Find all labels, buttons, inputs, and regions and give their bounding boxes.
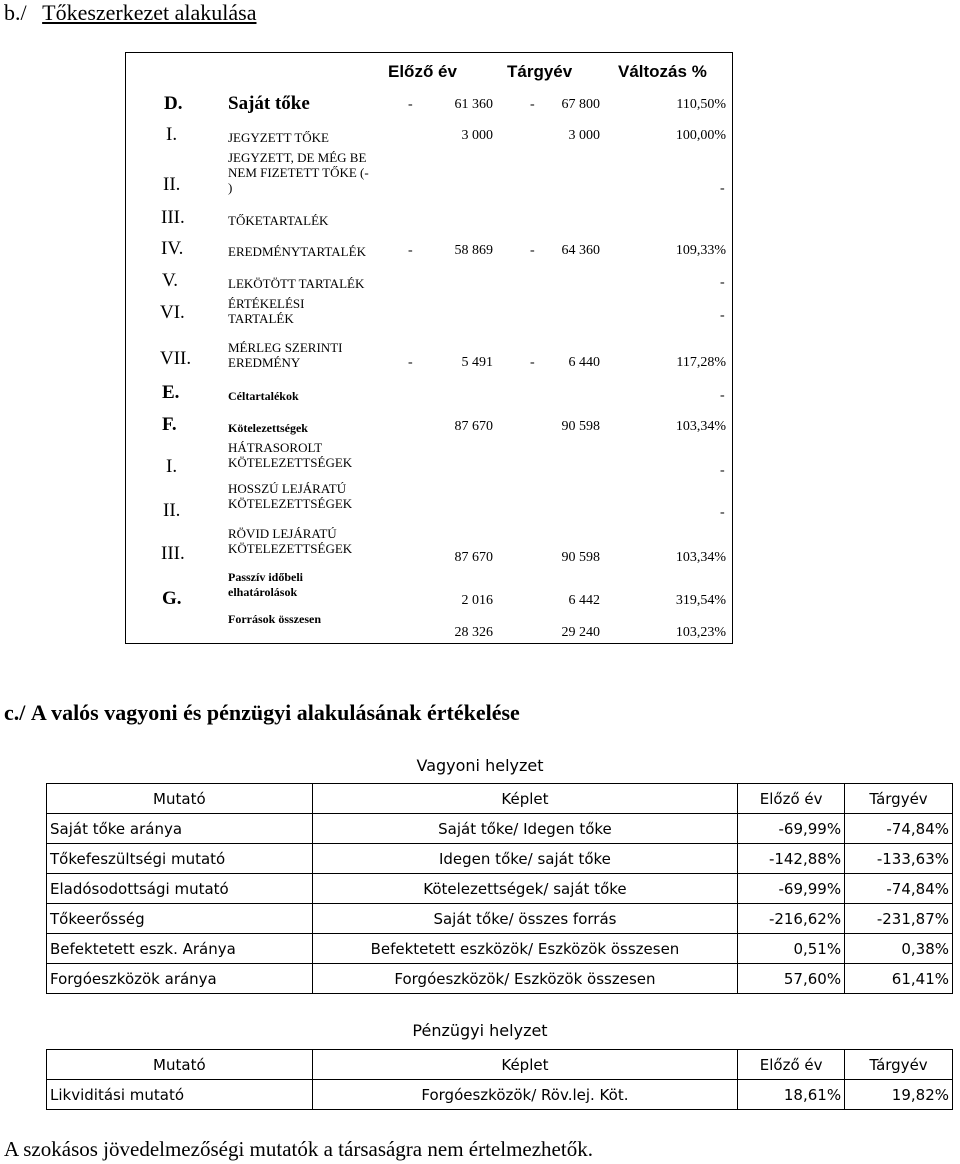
row-prev: 61 360: [454, 97, 493, 112]
table-row: [47, 1080, 953, 1110]
table-header-row: [47, 1050, 953, 1080]
row-code: F.: [162, 414, 177, 435]
col-header: Előző év: [738, 784, 845, 814]
cell-mutato: Tőkeerősség: [47, 904, 313, 934]
row-code: IV.: [161, 238, 184, 259]
row-label-line1: HÁTRASOROLT: [228, 440, 323, 455]
row-curr: 64 360: [561, 243, 600, 258]
row-label-line1: HOSSZÚ LEJÁRATÚ: [228, 481, 347, 496]
col-header: Tárgyév: [845, 1050, 953, 1080]
row-label: JEGYZETT TŐKE: [228, 130, 329, 145]
row-change: 103,34%: [675, 550, 726, 565]
row-change: 103,34%: [675, 419, 726, 434]
cell-mutato: Befektetett eszk. Aránya: [47, 934, 313, 964]
row-change: 117,28%: [676, 355, 726, 370]
row-code: VII.: [160, 348, 192, 369]
row-change: 100,00%: [675, 128, 726, 143]
section-c-title-bold: pénzügyi alakulásának értékelése: [206, 700, 520, 725]
row-prev: 2 016: [461, 593, 493, 608]
col-header: Képlet: [312, 784, 738, 814]
row-label: Céltartalékok: [228, 389, 299, 403]
total-prev: 28 326: [454, 625, 493, 640]
cell-curr: -231,87%: [845, 904, 953, 934]
total-label: Források összesen: [228, 612, 321, 626]
section-b-title: Tőkeszerkezet alakulása: [42, 0, 257, 25]
row-code: III.: [161, 207, 185, 228]
row-code: VI.: [160, 302, 185, 323]
row-change: -: [720, 181, 725, 196]
cell-curr: 0,38%: [845, 934, 953, 964]
row-label: Kötelezettségek: [228, 421, 308, 435]
row-label: EREDMÉNYTARTALÉK: [228, 244, 366, 259]
cell-keplet: Forgóeszközök/ Eszközök összesen: [312, 964, 738, 994]
cell-keplet: Forgóeszközök/ Röv.lej. Köt.: [312, 1080, 737, 1110]
row-change: 109,33%: [675, 243, 726, 258]
row-label-line2: KÖTELEZETTSÉGEK: [228, 496, 353, 511]
section-b-prefix: b./: [4, 0, 27, 25]
cell-keplet: Befektetett eszközök/ Eszközök összesen: [312, 934, 738, 964]
row-label-line1: MÉRLEG SZERINTI: [228, 340, 343, 355]
row-prev: 87 670: [454, 419, 493, 434]
section-b-heading: [4, 0, 257, 26]
cell-mutato: Forgóeszközök aránya: [47, 964, 313, 994]
cell-keplet: Saját tőke/ összes forrás: [312, 904, 738, 934]
cell-curr: -74,84%: [845, 814, 953, 844]
row-curr-sign: -: [530, 355, 535, 370]
cell-mutato: Likviditási mutató: [47, 1080, 313, 1110]
row-prev-sign: -: [408, 355, 413, 370]
row-curr: 6 440: [568, 355, 600, 370]
row-change: -: [720, 308, 725, 323]
header-prev: Előző év: [388, 62, 457, 81]
vagyoni-title: Vagyoni helyzet: [416, 756, 544, 775]
row-change: -: [720, 463, 725, 478]
row-curr: 90 598: [561, 419, 600, 434]
row-code: D.: [164, 93, 183, 114]
row-curr-sign: -: [530, 97, 535, 112]
row-curr: 67 800: [561, 97, 600, 112]
row-change: -: [720, 388, 725, 403]
col-header: Előző év: [738, 1050, 845, 1080]
table-row: [47, 904, 953, 934]
row-code: I.: [166, 124, 178, 145]
row-label-line2: elhatárolások: [228, 585, 298, 599]
col-header: Mutató: [47, 784, 313, 814]
penzugyi-title: Pénzügyi helyzet: [412, 1021, 548, 1040]
total-curr: 29 240: [561, 625, 600, 640]
table-row: [47, 874, 953, 904]
penzugyi-table: [46, 1049, 953, 1110]
cell-curr: -74,84%: [845, 874, 953, 904]
row-label-line2: NEM FIZETETT TŐKE (-: [228, 165, 369, 180]
table-row: [47, 964, 953, 994]
header-curr: Tárgyév: [507, 62, 573, 81]
row-label-line1: RÖVID LEJÁRATÚ: [228, 526, 337, 541]
section-c-prefix: c./: [4, 700, 26, 725]
cell-prev: -69,99%: [738, 874, 845, 904]
row-label: LEKÖTÖTT TARTALÉK: [228, 276, 365, 291]
cell-prev: 0,51%: [738, 934, 845, 964]
total-change: 103,23%: [675, 625, 726, 640]
row-curr: 3 000: [568, 128, 600, 143]
cell-prev: -216,62%: [738, 904, 845, 934]
row-label-line1: ÉRTÉKELÉSI: [228, 296, 305, 311]
table-row: [47, 814, 953, 844]
row-code: I.: [166, 456, 178, 477]
cell-prev: 57,60%: [738, 964, 845, 994]
cell-keplet: Saját tőke/ Idegen tőke: [312, 814, 738, 844]
table-row: [47, 934, 953, 964]
row-prev: 87 670: [454, 550, 493, 565]
vagyoni-table: [46, 783, 953, 994]
col-header: Tárgyév: [845, 784, 953, 814]
cell-mutato: Tőkefeszültségi mutató: [47, 844, 313, 874]
table-row: [47, 844, 953, 874]
cell-prev: -69,99%: [738, 814, 845, 844]
row-code: II.: [163, 500, 181, 521]
cell-curr: -133,63%: [845, 844, 953, 874]
section-c-heading: [4, 700, 520, 726]
col-header: Mutató: [47, 1050, 313, 1080]
row-code: E.: [162, 382, 180, 403]
row-label-line2: KÖTELEZETTSÉGEK: [228, 455, 353, 470]
row-label-line1: JEGYZETT, DE MÉG BE: [228, 150, 367, 165]
cell-mutato: Saját tőke aránya: [47, 814, 313, 844]
row-prev: 5 491: [461, 355, 493, 370]
row-code: III.: [161, 543, 185, 564]
row-prev: 3 000: [461, 128, 493, 143]
row-label-line2: TARTALÉK: [228, 311, 294, 326]
row-label: TŐKETARTALÉK: [228, 213, 329, 228]
row-code: G.: [162, 588, 182, 609]
row-curr-sign: -: [530, 243, 535, 258]
row-label-line2: EREDMÉNY: [228, 355, 301, 370]
row-change: -: [720, 505, 725, 520]
row-label: Saját tőke: [228, 93, 310, 114]
table-header-row: [47, 784, 953, 814]
row-code: V.: [162, 270, 179, 291]
cell-mutato: Eladósodottsági mutató: [47, 874, 313, 904]
row-prev-sign: -: [408, 97, 413, 112]
section-c-title-normal: A valós vagyoni és: [30, 700, 202, 725]
cell-prev: 18,61%: [738, 1080, 845, 1110]
row-label-line2: KÖTELEZETTSÉGEK: [228, 541, 353, 556]
col-header: Képlet: [312, 1050, 737, 1080]
row-change: 110,50%: [676, 97, 726, 112]
footer-note: A szokásos jövedelmezőségi mutatók a társaságra nem értelmezhetők.: [4, 1137, 593, 1161]
tokeszerkezet-table: [125, 52, 733, 644]
row-label-line1: Passzív időbeli: [228, 570, 304, 584]
row-code: II.: [163, 174, 181, 195]
row-prev-sign: -: [408, 243, 413, 258]
row-curr: 90 598: [561, 550, 600, 565]
cell-curr: 19,82%: [845, 1080, 953, 1110]
cell-keplet: Kötelezettségek/ saját tőke: [312, 874, 738, 904]
row-change: -: [720, 275, 725, 290]
row-prev: 58 869: [454, 243, 493, 258]
row-label-line3: ): [228, 180, 233, 195]
cell-prev: -142,88%: [738, 844, 845, 874]
row-change: 319,54%: [675, 593, 726, 608]
cell-curr: 61,41%: [845, 964, 953, 994]
cell-keplet: Idegen tőke/ saját tőke: [312, 844, 738, 874]
header-change: Változás %: [618, 62, 707, 81]
row-curr: 6 442: [568, 593, 600, 608]
